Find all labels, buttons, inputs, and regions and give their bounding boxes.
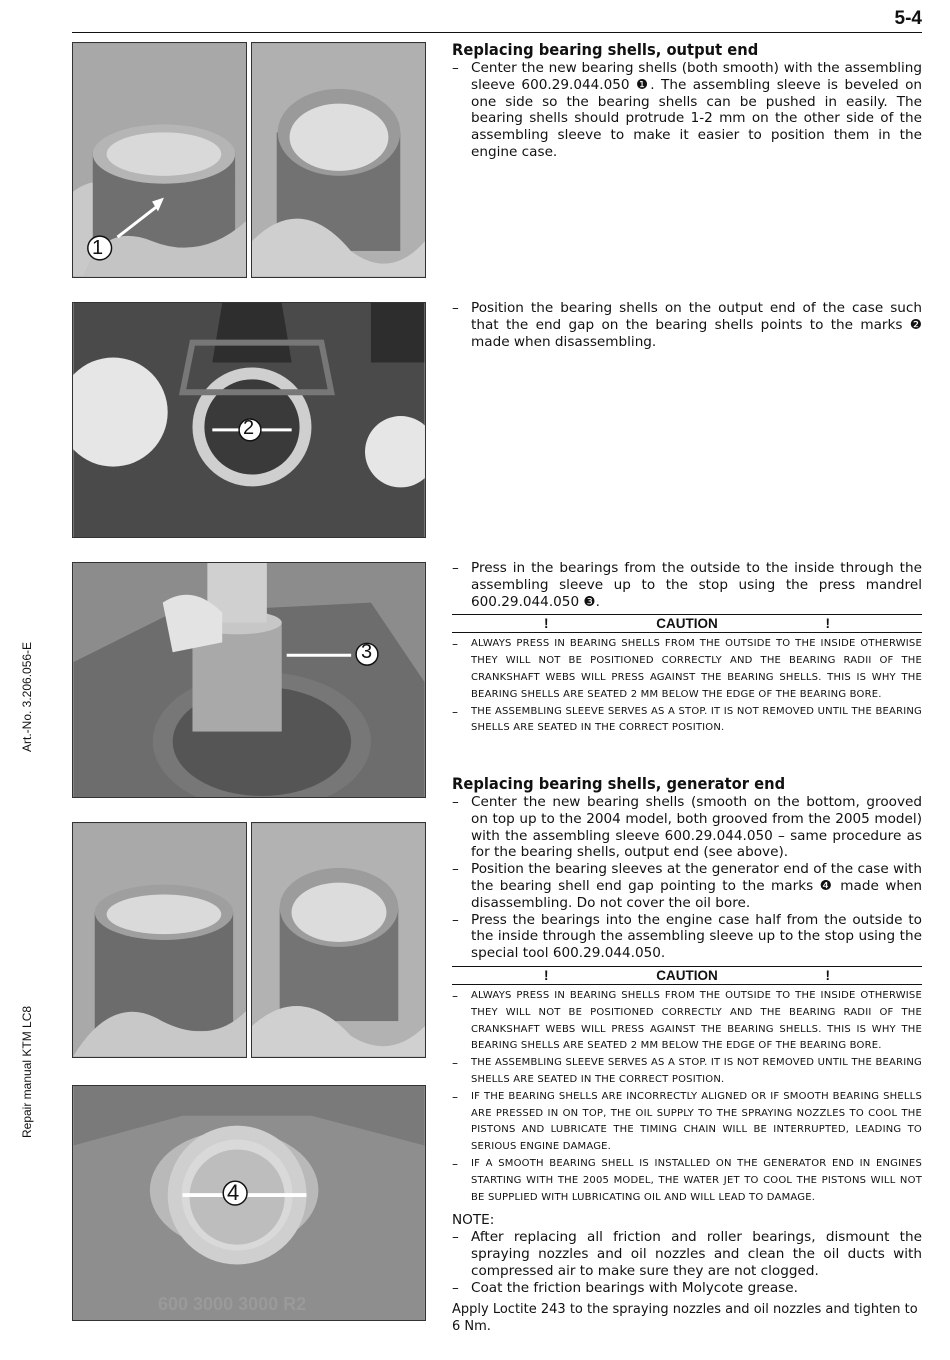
casting-number: 600 3000 3000 R2	[158, 1294, 307, 1314]
output-end-step-2-block	[452, 300, 922, 350]
photo-bearing-sleeve-1	[72, 42, 247, 278]
caution-2-item-2: – THE ASSEMBLING SLEEVE SERVES AS A STOP. IT IS NOT REMOVED UNTIL THE BEARING SHELLS ARE SEATED IN THE CORRECT POSITION.	[452, 1055, 922, 1089]
marker-4: 4	[227, 1180, 240, 1205]
section-generator-end	[452, 774, 922, 1336]
caution-mark-left: !	[544, 616, 549, 632]
photo-output-end-case	[72, 302, 426, 538]
photo-generator-end-case	[72, 1085, 426, 1321]
caution-label-2: CAUTION	[656, 967, 718, 983]
caution-2-item-4: – IF A SMOOTH BEARING SHELL IS INSTALLED ON THE GENERATOR END IN ENGINES STARTING WITH THE 2005 MODEL, THE WATER JET TO COOL THE PISTONS WILL NOT BE SUPPLIED WITH LUBRICATING OIL AND WILL LEAD TO DAMAGE.	[452, 1156, 922, 1206]
note-item-2: – Coat the friction bearings with Molycote grease.	[452, 1280, 922, 1297]
output-end-step-1: – Center the new bearing shells (both smooth) with the assembling sleeve 600.29.044.050 ❶. The assembling sleeve is beveled on one side so the bearing shells can be pushed in easily. The bearing shells should protrude 1-2 mm on the other side of the assembling sleeve to make it easier to position them in the engine case.	[452, 60, 922, 161]
photo-generator-sleeve-2	[251, 822, 426, 1058]
photo-generator-sleeve-2-image	[252, 823, 425, 1057]
article-number: Art.-No. 3.206.056-E	[20, 641, 34, 752]
caution-2-item-1: – ALWAYS PRESS IN BEARING SHELLS FROM THE OUTSIDE TO THE INSIDE OTHERWISE THEY WILL NOT BE POSITIONED CORRECTLY AND THE BEARING RADII OF THE CRANKSHAFT WEBS WILL PRESS AGAINST THE BEARING SHELLS. THIS IS WHY THE BEARING SHELLS ARE SEATED 2 MM BELOW THE EDGE OF THE BEARING BORE.	[452, 988, 922, 1055]
photo-generator-sleeve-1	[72, 822, 247, 1058]
section-generator-end-title: Replacing bearing shells, generator end	[452, 774, 786, 793]
caution-mark-right-2: !	[825, 967, 830, 983]
photo-generator-sleeve-1-image	[73, 823, 246, 1057]
output-end-step-2: – Position the bearing shells on the output end of the case such that the end gap on the bearing shells points to the marks ❷ made when disassembling.	[452, 300, 922, 350]
output-end-step-3-block	[452, 560, 922, 737]
note-label: NOTE:	[452, 1212, 495, 1229]
caution-mark-right: !	[825, 616, 830, 632]
photo-generator-end-case-image	[73, 1086, 425, 1320]
caution-1-item-1: – ALWAYS PRESS IN BEARING SHELLS FROM THE OUTSIDE TO THE INSIDE OTHERWISE THEY WILL NOT BE POSITIONED CORRECTLY AND THE BEARING RADII OF THE CRANKSHAFT WEBS WILL PRESS AGAINST THE BEARING SHELLS. THIS IS WHY THE BEARING SHELLS ARE SEATED 2 MM BELOW THE EDGE OF THE BEARING BORE.	[452, 636, 922, 703]
page-number: 5-4	[894, 8, 922, 29]
section-output-end-title: Replacing bearing shells, output end	[452, 40, 759, 59]
final-instruction: Apply Loctite 243 to the spraying nozzles and oil nozzles and tighten to 6 Nm.	[452, 1302, 918, 1335]
generator-end-step-1: – Center the new bearing shells (smooth on the bottom, grooved on top up to the 2004 model, both grooved from the 2005 model) with the assembling sleeve 600.29.044.050 – same procedure as for the bearing shells, output end (see above).	[452, 794, 922, 861]
manual-title: Repair manual KTM LC8	[20, 1005, 34, 1138]
generator-end-step-2: – Position the bearing sleeves at the generator end of the case with the bearing shell end gap pointing to the marks ❹ made when disassembling. Do not cover the oil bore.	[452, 861, 922, 911]
note-item-1: – After replacing all friction and roller bearings, dismount the spraying nozzles and oil nozzles and clean the oil ducts with compressed air to make sure they are not clogged.	[452, 1229, 922, 1279]
caution-header-2	[452, 966, 922, 985]
marker-3: 3	[361, 641, 373, 663]
photo-bearing-sleeve-2	[251, 42, 426, 278]
header-rule	[72, 32, 922, 33]
caution-mark-left-2: !	[544, 967, 549, 983]
generator-end-step-3: – Press the bearings into the engine case half from the outside to the inside through the assembling sleeve up to the stop using the special tool 600.29.044.050.	[452, 912, 922, 962]
marker-1: 1	[92, 237, 104, 259]
caution-2-item-3: – IF THE BEARING SHELLS ARE INCORRECTLY ALIGNED OR IF SMOOTH BEARING SHELLS ARE PRESSED IN ON TOP, THE OIL SUPPLY TO THE SPRAYING NOZZLES TO COOL THE PISTONS AND LUBRICATE THE TIMING CHAIN WILL BE INTERRUPTED, LEADING TO SERIOUS ENGINE DAMAGE.	[452, 1089, 922, 1156]
output-end-step-3: – Press in the bearings from the outside to the inside through the assembling sleeve up to the stop using the press mandrel 600.29.044.050 ❸.	[452, 560, 922, 610]
photo-press-mandrel	[72, 562, 426, 798]
photo-bearing-sleeve-2-image	[252, 43, 425, 277]
caution-label: CAUTION	[656, 616, 718, 632]
marker-2: 2	[243, 417, 255, 439]
section-output-end	[452, 40, 922, 161]
caution-1-item-2: – THE ASSEMBLING SLEEVE SERVES AS A STOP. IT IS NOT REMOVED UNTIL THE BEARING SHELLS ARE SEATED IN THE CORRECT POSITION.	[452, 704, 922, 738]
caution-header-1	[452, 614, 922, 633]
photo-press-mandrel-image	[73, 563, 425, 797]
